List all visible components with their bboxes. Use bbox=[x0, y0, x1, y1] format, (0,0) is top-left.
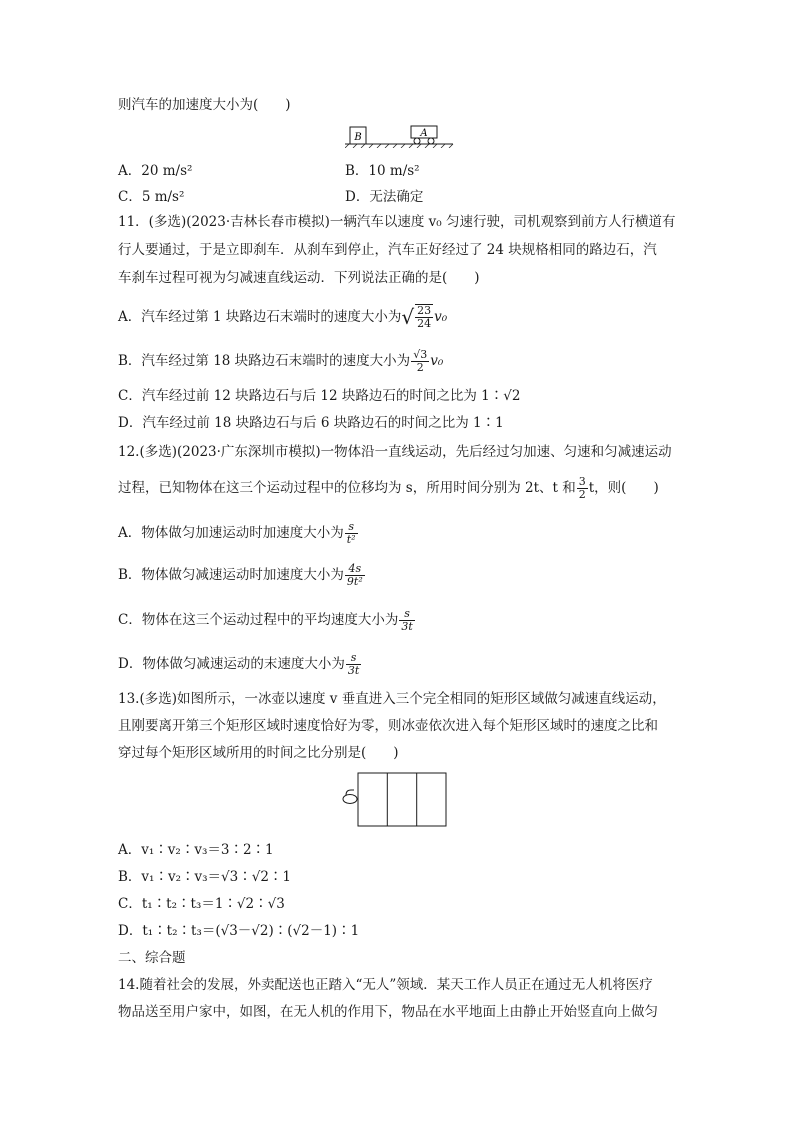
q12-option-a-text: A．物体做匀加速运动时加速度大小为 bbox=[118, 525, 344, 541]
q13-option-b: B．v₁∶v₂∶v₃＝√3∶√2∶1 bbox=[118, 869, 292, 885]
q12-option-c-denominator: 3t bbox=[401, 619, 413, 633]
q12-stem-line2-b: t，则( ) bbox=[588, 480, 659, 496]
sqrt-sign-icon: √ bbox=[401, 305, 415, 329]
q12-option-d-numerator: s bbox=[346, 652, 361, 665]
q12-option-b-fraction bbox=[345, 563, 365, 588]
q10-option-a: A．20 m/s² bbox=[118, 163, 193, 179]
q12-stem-line2-a: 过程，已知物体在这三个运动过程中的位移均为 s，所用时间分别为 2t、t 和 bbox=[118, 480, 576, 496]
q13-stem-line3: 穿过每个矩形区域所用的时间之比分别是( ) bbox=[118, 745, 399, 761]
q11-option-b-tail: v₀ bbox=[430, 353, 444, 369]
q11-option-b-fraction bbox=[411, 349, 429, 374]
q11-option-a-text: A．汽车经过第 1 块路边石末端时的速度大小为 bbox=[118, 309, 402, 325]
q11-option-a-denominator: 24 bbox=[417, 317, 432, 330]
q12-option-a bbox=[118, 515, 359, 551]
q11-stem-line1: 11．(多选)(2023·吉林长春市模拟)一辆汽车以速度 v₀ 匀速行驶，司机观察到前方人行横道有 bbox=[118, 214, 676, 230]
q14-stem-line1: 14.随着社会的发展，外卖配送也正踏入“无人”领域．某天工作人员正在通过无人机将医疗 bbox=[118, 977, 653, 993]
q13-stem-line1: 13.(多选)如图所示，一冰壶以速度 v 垂直进入三个完全相同的矩形区域做匀减速直线运动， bbox=[118, 691, 666, 707]
q13-option-a: A．v₁∶v₂∶v₃＝3∶2∶1 bbox=[118, 842, 274, 858]
q10-option-d: D．无法确定 bbox=[345, 189, 424, 205]
q12-option-b-text: B．物体做匀减速运动时加速度大小为 bbox=[118, 567, 344, 583]
q12-option-b-numerator: 4s bbox=[345, 563, 365, 576]
q12-option-d-denominator: 3t bbox=[347, 663, 360, 677]
q11-option-c: C．汽车经过前 12 块路边石与后 12 块路边石的时间之比为 1∶√2 bbox=[118, 388, 521, 404]
q13-stem-line2: 且刚要离开第三个矩形区域时速度恰好为零，则冰壶依次进入每个矩形区域时的速度之比和 bbox=[118, 718, 658, 734]
section-heading: 二、综合题 bbox=[118, 950, 186, 966]
q12-option-d-fraction bbox=[346, 652, 361, 677]
q12-stem-numerator: 3 bbox=[578, 474, 586, 488]
q12-option-c-text: C．物体在这三个运动过程中的平均速度大小为 bbox=[118, 612, 399, 628]
q10-stem: 则汽车的加速度大小为( ) bbox=[118, 97, 291, 113]
q12-option-d bbox=[118, 646, 362, 682]
q11-option-b-text: B．汽车经过第 18 块路边石末端时的速度大小为 bbox=[118, 353, 411, 369]
q12-option-c-fraction bbox=[399, 608, 414, 633]
q11-option-a bbox=[118, 297, 447, 337]
q11-stem-line2: 行人要通过，于是立即刹车．从刹车到停止，汽车正好经过了 24 块规格相同的路边石，汽 bbox=[118, 242, 657, 258]
q12-option-b-denominator: 9t² bbox=[346, 574, 363, 588]
q11-option-b bbox=[118, 343, 443, 379]
q13-option-d: D．t₁∶t₂∶t₃＝(√3－√2)∶(√2－1)∶1 bbox=[118, 923, 360, 939]
q12-stem-denominator: 2 bbox=[578, 487, 586, 501]
q12-option-c bbox=[118, 602, 416, 638]
q12-stem-fraction bbox=[577, 476, 588, 501]
q11-option-a-tail: v₀ bbox=[434, 309, 448, 325]
q12-option-c-numerator: s bbox=[399, 608, 414, 621]
q14-stem-line2: 物品送至用户家中，如图，在无人机的作用下，物品在水平地面上由静止开始竖直向上做匀 bbox=[118, 1004, 658, 1020]
q12-option-a-numerator: s bbox=[345, 521, 358, 534]
q12-stem-line2 bbox=[118, 470, 659, 506]
q12-option-a-fraction bbox=[345, 521, 358, 546]
q13-option-c: C．t₁∶t₂∶t₃＝1∶√2∶√3 bbox=[118, 896, 285, 912]
q11-option-b-denominator: 2 bbox=[416, 360, 424, 374]
q10-option-b: B．10 m/s² bbox=[345, 163, 420, 179]
q12-option-d-text: D．物体做匀减速运动的末速度大小为 bbox=[118, 656, 345, 672]
q11-option-a-numerator: 23 bbox=[417, 304, 432, 317]
q12-stem-line1: 12.(多选)(2023·广东深圳市模拟)一物体沿一直线运动，先后经过匀加速、匀速和匀减速运动 bbox=[118, 444, 672, 460]
q10-figure bbox=[345, 124, 457, 148]
q12-option-a-denominator: t² bbox=[346, 532, 356, 546]
q11-option-b-numerator: √3 bbox=[413, 347, 428, 361]
car-a-label: A bbox=[420, 128, 428, 139]
q10-option-c: C．5 m/s² bbox=[118, 189, 185, 205]
q11-stem-line3: 车刹车过程可视为匀减速直线运动．下列说法正确的是( ) bbox=[118, 270, 480, 286]
block-b-label: B bbox=[354, 132, 362, 143]
q11-option-d: D．汽车经过前 18 块路边石与后 6 块路边石的时间之比为 1∶1 bbox=[118, 415, 504, 431]
curling-stone-icon bbox=[343, 790, 357, 804]
q13-figure bbox=[340, 772, 452, 828]
q11-option-a-fraction bbox=[415, 304, 433, 330]
q12-option-b bbox=[118, 557, 366, 593]
